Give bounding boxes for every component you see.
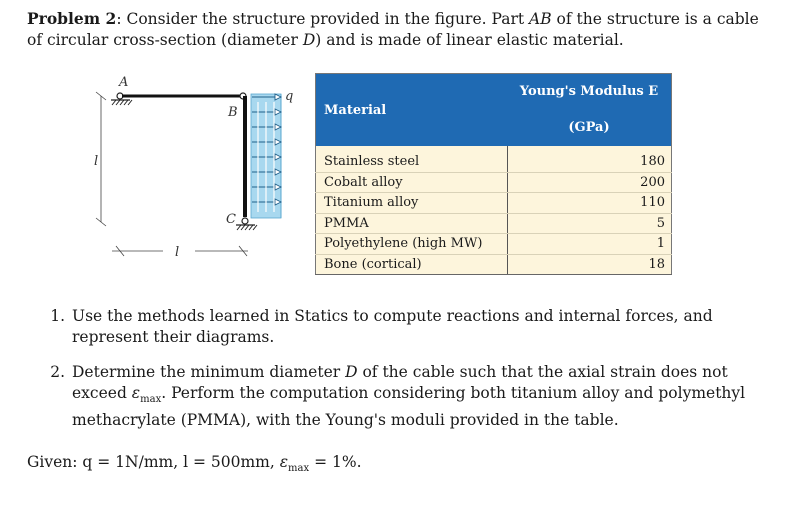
task-2-text-a: Determine the minimum diameter <box>72 363 346 381</box>
modulus-cell: 200 <box>507 172 672 193</box>
material-cell: PMMA <box>316 213 508 234</box>
given-l: l = 500mm, <box>183 453 280 471</box>
intro-text-1: : Consider the structure provided in the figure. Part <box>116 10 530 28</box>
task-2-text-b: of the cable such that the axial strain does not exceed <box>72 363 728 402</box>
distributed-load-q <box>251 94 281 218</box>
hinge-c <box>242 218 248 224</box>
material-cell: Bone (cortical) <box>316 254 508 275</box>
label-a: A <box>119 75 129 90</box>
label-l-vertical: l <box>94 154 99 169</box>
modulus-cell: 180 <box>507 152 672 172</box>
label-b: B <box>228 105 238 120</box>
header-modulus-line1: Young's Modulus E <box>519 84 659 99</box>
table-row <box>316 213 672 234</box>
support-c <box>236 225 257 230</box>
given-sub: max <box>288 463 310 475</box>
material-cell: Cobalt alloy <box>316 172 508 193</box>
intro-text-2: of the structure is a cable of circular cross-section (diameter <box>27 10 759 49</box>
table-row <box>316 234 672 255</box>
given-values <box>27 453 362 474</box>
task-2-d: D <box>345 363 358 381</box>
structure-figure <box>92 72 307 267</box>
given-eps: ε <box>279 453 289 471</box>
modulus-cell: 5 <box>507 213 672 234</box>
material-cell: Polyethylene (high MW) <box>316 234 508 255</box>
given-prefix: Given: <box>27 453 83 471</box>
given-eps-eq: = 1%. <box>309 453 362 471</box>
header-material: Material <box>316 74 508 147</box>
label-l-horizontal: l <box>175 245 180 260</box>
task-1-text: Use the methods learned in Statics to compute reactions and internal forces, and represent their diagrams. <box>72 307 713 346</box>
modulus-cell: 18 <box>507 254 672 275</box>
intro-text-3: ) and is made of linear elastic material. <box>315 31 624 49</box>
task-list <box>32 306 770 445</box>
table-row <box>316 193 672 214</box>
material-cell: Titanium alloy <box>316 193 508 214</box>
part-ab: AB <box>529 10 552 28</box>
modulus-cell: 1 <box>507 234 672 255</box>
material-cell: Stainless steel <box>316 152 508 172</box>
materials-table <box>315 73 672 275</box>
label-q: q <box>285 89 294 104</box>
task-2-text-c: . Perform the computation considering both titanium alloy and polymethyl methacrylate (PMMA), with the Young's moduli provided in the table. <box>72 384 746 430</box>
label-c: C <box>226 212 236 227</box>
modulus-cell: 110 <box>507 193 672 214</box>
task-1 <box>70 306 770 348</box>
header-modulus <box>507 74 672 147</box>
table-row <box>316 172 672 193</box>
table-row <box>316 152 672 172</box>
header-modulus-line2: (GPa) <box>568 120 610 135</box>
given-q: q = 1N/mm, <box>82 453 184 471</box>
problem-number: Problem 2 <box>27 9 117 28</box>
diameter-d: D <box>302 31 316 49</box>
table-row <box>316 254 672 275</box>
dimension-horizontal <box>112 246 248 256</box>
task-2-eps: ε <box>131 384 141 402</box>
task-2-sub: max <box>140 394 162 406</box>
task-2 <box>70 362 770 431</box>
problem-statement <box>27 8 767 51</box>
